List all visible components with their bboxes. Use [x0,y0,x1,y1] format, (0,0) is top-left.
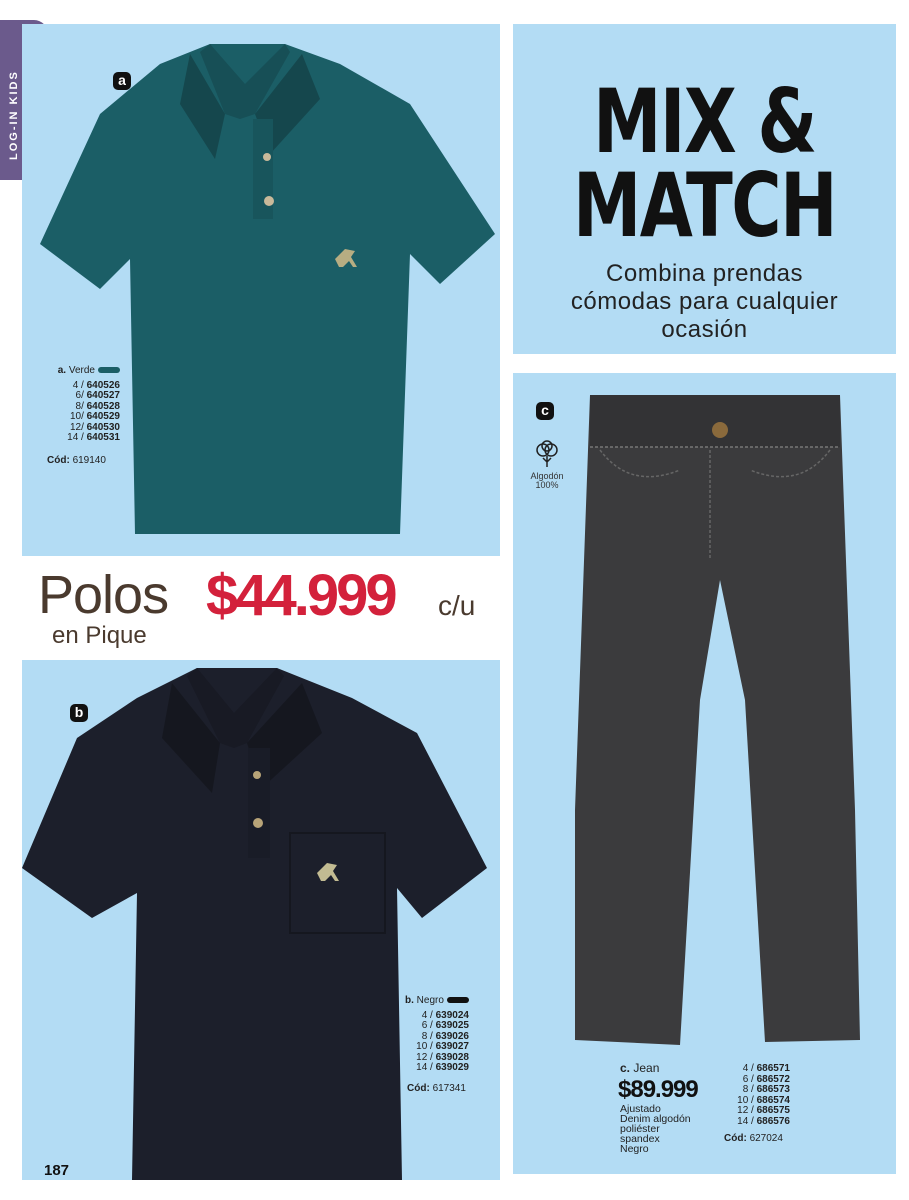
product-b-cod: Cód: 617341 [407,1083,466,1094]
size-row: 4 / 639024 [421,1009,469,1021]
polos-title: Polos [38,565,169,625]
product-a-color-row [40,366,120,377]
polos-unit: c/u [438,590,476,621]
size-row: 12/ 640530 [69,421,120,433]
product-b-color-label: Negro [416,995,444,1006]
product-a-specs [40,366,120,444]
product-c-name: c. Jean [620,1061,660,1075]
size-row: 6 / 639025 [421,1020,469,1031]
size-row: 12 / 639028 [416,1051,469,1063]
product-c-sizes [730,1064,790,1127]
size-row: 12 / 686575 [737,1105,790,1116]
green-polo-image [40,44,500,544]
jean-image [570,390,870,1060]
product-a-cod: Cód: 619140 [47,455,106,466]
cotton-icon [534,440,560,468]
product-b-badge: b [70,704,88,722]
product-b-specs [405,996,485,1074]
size-row: 4 / 640526 [72,379,120,391]
product-a-color-swatch [98,367,120,373]
size-row: 14 / 640531 [67,432,120,443]
size-row: 10 / 686574 [737,1094,790,1106]
black-polo-image [22,668,492,1180]
product-b-sizes [405,1011,469,1074]
product-b-color-row [405,996,485,1007]
polos-price: $44.999 [206,563,395,628]
side-tab-label: LOG-IN KIDS [8,70,20,160]
product-b-prefix: b. [405,995,414,1006]
mix-match-panel [513,24,896,354]
cotton-label: Algodón 100% [530,471,564,490]
page-subtitle: Combina prendas cómodas para cualquier ocasión [570,260,839,343]
size-row: 8 / 639026 [421,1030,469,1042]
size-row: 4 / 686571 [742,1063,790,1074]
product-c-cod: Cód: 627024 [724,1133,783,1144]
product-a-prefix: a. [57,365,67,376]
size-row: 8 / 686573 [742,1084,790,1095]
size-row: 6 / 686572 [742,1073,790,1085]
product-b-color-swatch [447,997,469,1003]
size-row: 10/ 640529 [69,411,120,422]
size-row: 14 / 686576 [737,1115,790,1127]
page-title: MIX & MATCH [573,70,836,257]
page-number: 187 [44,1162,70,1179]
product-a-sizes [40,381,120,444]
product-a-badge: a [113,72,131,90]
product-c-description: Ajustado Denim algodón poliéster spandex Negro [620,1103,691,1155]
product-c-price: $89.999 [618,1076,698,1103]
product-c-badge: c [536,402,554,420]
size-row: 10 / 639027 [416,1041,469,1052]
size-row: 8/ 640528 [75,400,120,412]
size-row: 14 / 639029 [416,1062,469,1073]
polos-subtitle: en Pique [52,622,147,649]
product-a-color-label: Verde [68,365,95,376]
size-row: 6/ 640527 [75,390,120,401]
